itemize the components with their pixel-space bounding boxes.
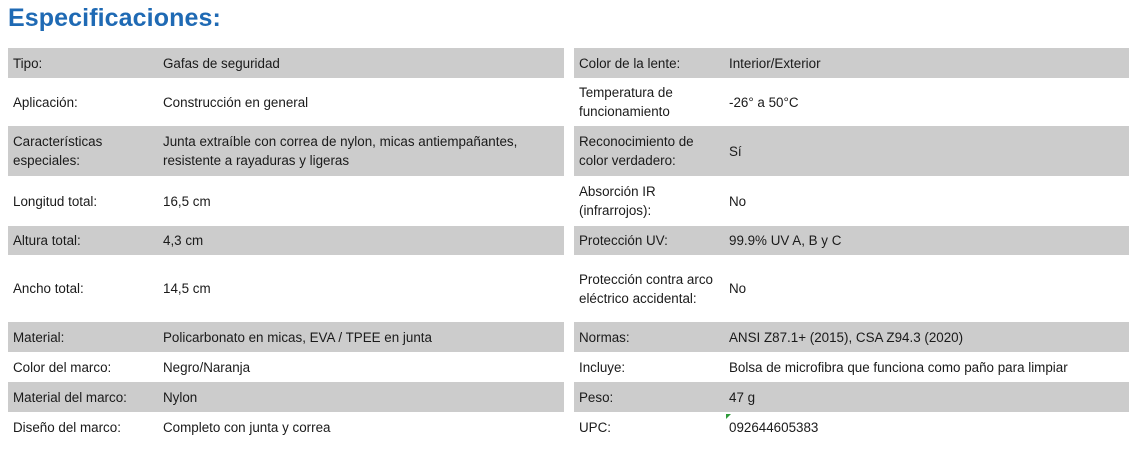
spec-row [8,322,564,352]
spec-label: UPC: [579,419,611,435]
spec-value: Interior/Exterior [724,48,1129,78]
upc-cell [729,418,818,437]
spec-row [574,126,1129,176]
spec-value: 47 g [724,382,1129,412]
spec-value: No [729,193,747,209]
page-title: Especificaciones: [8,4,221,32]
spec-label: Reconocimiento de color verdadero: [574,126,724,176]
spec-label: Ancho total: [13,281,84,296]
spec-row [8,78,564,126]
specs-table-left [8,48,564,442]
spec-label: Protección UV: [574,226,724,255]
spec-row [574,322,1129,352]
specs-table-right [574,48,1129,442]
spec-row [574,176,1129,226]
upc-value: 092644605383 [729,419,819,435]
cell-comment-marker-icon [726,414,731,419]
spec-label: Tipo: [8,48,158,78]
spec-value: Construcción en general [163,94,309,110]
spec-row [8,126,564,176]
spec-label: Características especiales: [8,126,158,176]
spec-value: Completo con junta y correa [163,419,331,435]
spec-value: Sí [724,126,1129,176]
spec-value: Bolsa de microfibra que funciona como paño para limpiar [729,359,1068,375]
spec-value: 16,5 cm [163,193,211,209]
spec-label: Temperatura de funcionamiento [579,85,673,119]
spec-row [8,412,564,442]
spec-label: Altura total: [8,226,158,255]
spec-row [8,226,564,255]
spec-value: -26° a 50°C [729,94,799,110]
spec-value: Junta extraíble con correa de nylon, micas antiempañantes, resistente a rayaduras y ligeras [158,126,564,176]
spec-value: Negro/Naranja [163,359,251,375]
spec-value: Policarbonato en micas, EVA / TPEE en junta [158,322,564,352]
spec-row [8,255,564,322]
spec-row [574,226,1129,255]
spec-row [8,382,564,412]
spec-value: 4,3 cm [158,226,564,255]
spec-label: Protección contra arco eléctrico accidental: [579,271,713,306]
spec-label: Peso: [574,382,724,412]
spec-label: Absorción IR (infrarrojos): [579,184,656,218]
spec-value [724,412,1129,442]
spec-value: Gafas de seguridad [158,48,564,78]
spec-value: 99.9% UV A, B y C [724,226,1129,255]
spec-label: Material del marco: [8,382,158,412]
spec-value: 14,5 cm [163,281,211,296]
spec-label: Color del marco: [13,359,112,375]
spec-label: Diseño del marco: [13,419,121,435]
spec-label: Incluye: [579,359,626,375]
spec-label: Longitud total: [13,193,98,209]
spec-label: Color de la lente: [574,48,724,78]
spec-row [574,382,1129,412]
spec-label: Normas: [574,322,724,352]
spec-value: No [729,281,747,296]
spec-value: Nylon [158,382,564,412]
spec-row [574,255,1129,322]
spec-row [8,48,564,78]
spec-row [8,176,564,226]
spec-row [574,78,1129,126]
spec-row [574,412,1129,442]
spec-label: Material: [8,322,158,352]
spec-label: Aplicación: [13,94,78,110]
spec-row [8,352,564,382]
spec-value: ANSI Z87.1+ (2015), CSA Z94.3 (2020) [724,322,1129,352]
spec-row [574,352,1129,382]
spec-row [574,48,1129,78]
